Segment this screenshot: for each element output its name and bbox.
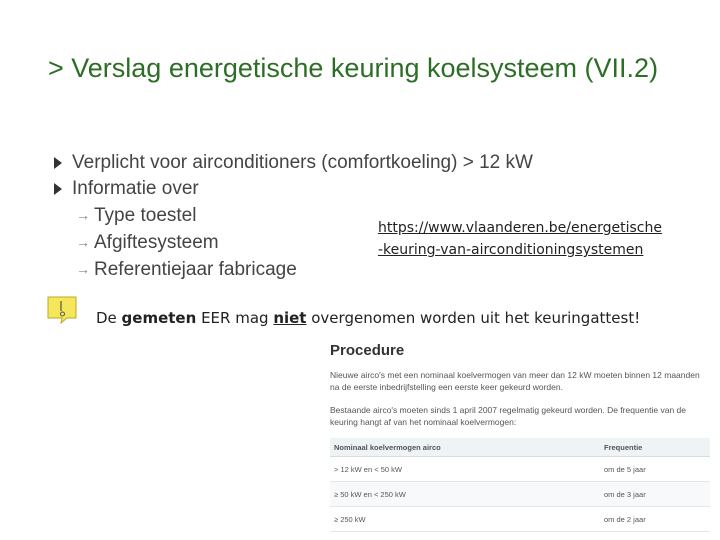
link-line-1: https://www.vlaanderen.be/energetische: [378, 220, 662, 236]
bullet-item: [52, 176, 533, 202]
link-line-2: -keuring-van-airconditioningsystemen: [378, 242, 644, 258]
table-cell: om de 5 jaar: [600, 457, 710, 482]
slide-title: > Verslag energetische keuring koelsysteem (VII.2): [48, 53, 659, 83]
note-emphasis-niet: niet: [273, 309, 307, 327]
table-row: [330, 507, 710, 532]
table-cell: ≥ 50 kW en < 250 kW: [330, 482, 600, 507]
arrow-bullet-icon: →: [76, 207, 90, 223]
keuring-link[interactable]: [378, 217, 662, 261]
sub-bullet-text: Afgiftesysteem: [94, 232, 219, 253]
note-emphasis-gemeten: gemeten: [121, 309, 197, 327]
table-row: [330, 457, 710, 482]
warning-note-icon: [47, 296, 77, 324]
table-header: Nominaal koelvermogen airco: [330, 438, 600, 457]
arrow-bullet-icon: →: [76, 234, 90, 250]
triangle-bullet-icon: [54, 157, 62, 169]
table-header: Frequentie: [600, 438, 710, 457]
frequency-table: [330, 438, 710, 532]
table-cell: > 12 kW en < 50 kW: [330, 457, 600, 482]
procedure-screenshot: [328, 338, 712, 540]
procedure-title: Procedure: [330, 342, 405, 359]
table-row: [330, 482, 710, 507]
note-text: De gemeten EER mag niet overgenomen worden uit het keuringattest!: [96, 309, 641, 327]
bullet-item: [52, 150, 533, 176]
table-header-row: [330, 438, 710, 457]
table-cell: om de 3 jaar: [600, 482, 710, 507]
procedure-paragraph-2: Bestaande airco's moeten sinds 1 april 2007 regelmatig gekeurd worden. De frequentie van de keuring hangt af van het nominaal koelvermogen:: [330, 405, 687, 427]
triangle-bullet-icon: [54, 183, 62, 195]
bullet-text: Informatie over: [72, 178, 199, 199]
procedure-paragraph-1: Nieuwe airco's met een nominaal koelvermogen van meer dan 12 kW moeten binnen 12 maanden na de eerste inbedrijfstelling een eerste keer gekeurd worden.: [330, 370, 700, 392]
sub-bullet-text: Referentiejaar fabricage: [94, 259, 297, 280]
table-cell: ≥ 250 kW: [330, 507, 600, 532]
arrow-bullet-icon: →: [76, 261, 90, 277]
sub-bullet-text: Type toestel: [94, 205, 197, 226]
bullet-text: Verplicht voor airconditioners (comfortkoeling) > 12 kW: [72, 152, 533, 173]
table-cell: om de 2 jaar: [600, 507, 710, 532]
